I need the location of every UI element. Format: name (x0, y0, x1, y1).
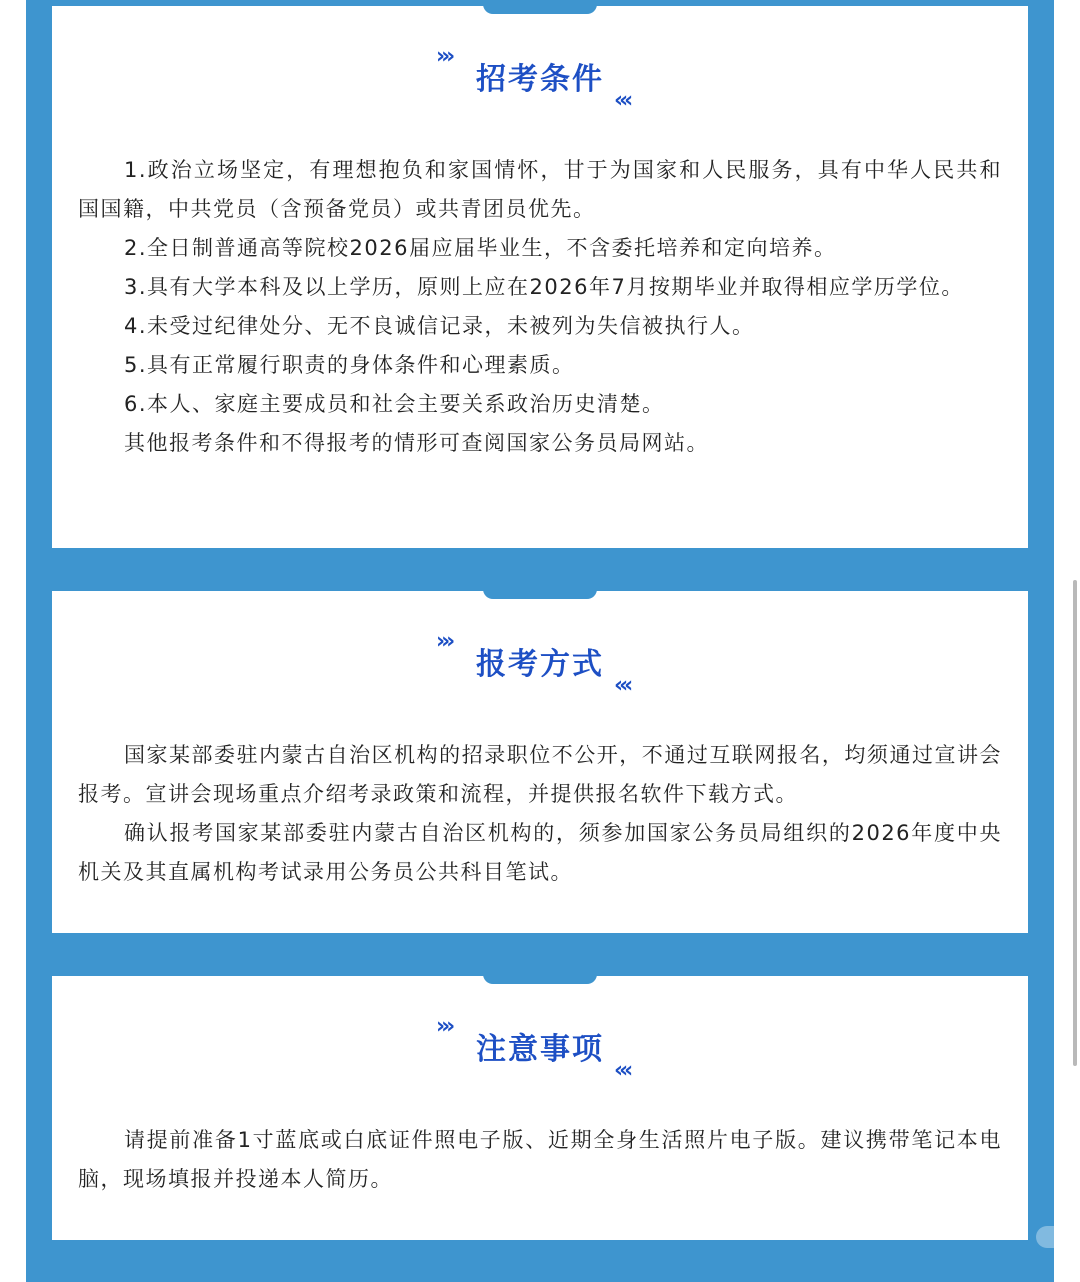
paragraph: 国家某部委驻内蒙古自治区机构的招录职位不公开，不通过互联网报名，均须通过宣讲会报考。宣讲会现场重点介绍考录政策和流程，并提供报名软件下载方式。 (78, 743, 1002, 806)
paragraph: 6.本人、家庭主要成员和社会主要关系政治历史清楚。 (124, 392, 665, 416)
double-chevron-right-icon: ››› (436, 629, 452, 654)
section-header (52, 631, 1028, 711)
paragraph: 确认报考国家某部委驻内蒙古自治区机构的，须参加国家公务员局组织的2026年度中央机关及其直属机构考试录用公务员公共科目笔试。 (78, 821, 1002, 884)
section-body (78, 736, 1002, 892)
double-chevron-right-icon: ››› (436, 1014, 452, 1039)
section-body (78, 151, 1002, 463)
card-tab (483, 972, 597, 984)
paragraph: 请提前准备1寸蓝底或白底证件照电子版、近期全身生活照片电子版。建议携带笔记本电脑，现场填报并投递本人简历。 (78, 1128, 1002, 1191)
section-card-recruitment-conditions (52, 6, 1028, 548)
section-card-application-method (52, 591, 1028, 933)
paragraph: 2.全日制普通高等院校2026届应届毕业生，不含委托培养和定向培养。 (124, 236, 837, 260)
section-title: 报考方式 (476, 647, 604, 682)
paragraph: 5.具有正常履行职责的身体条件和心理素质。 (124, 353, 575, 377)
double-chevron-left-icon: ‹‹‹ (614, 88, 630, 113)
section-body (78, 1121, 1002, 1199)
double-chevron-left-icon: ‹‹‹ (614, 673, 630, 698)
card-tab (483, 587, 597, 599)
section-header (52, 46, 1028, 126)
paragraph: 1.政治立场坚定，有理想抱负和家国情怀，甘于为国家和人民服务，具有中华人民共和国国籍，中共党员（含预备党员）或共青团员优先。 (78, 158, 1002, 221)
double-chevron-left-icon: ‹‹‹ (614, 1058, 630, 1083)
paragraph: 其他报考条件和不得报考的情形可查阅国家公务员局网站。 (124, 431, 709, 455)
section-title: 注意事项 (476, 1032, 604, 1067)
section-card-notes (52, 976, 1028, 1240)
double-chevron-right-icon: ››› (436, 44, 452, 69)
paragraph: 4.未受过纪律处分、无不良诚信记录，未被列为失信被执行人。 (124, 314, 755, 338)
paragraph: 3.具有大学本科及以上学历，原则上应在2026年7月按期毕业并取得相应学历学位。 (124, 275, 964, 299)
section-title: 招考条件 (476, 62, 604, 97)
scrollbar[interactable] (1073, 580, 1077, 1066)
watermark-badge (1036, 1226, 1070, 1248)
card-tab (483, 2, 597, 14)
section-header (52, 1016, 1028, 1096)
